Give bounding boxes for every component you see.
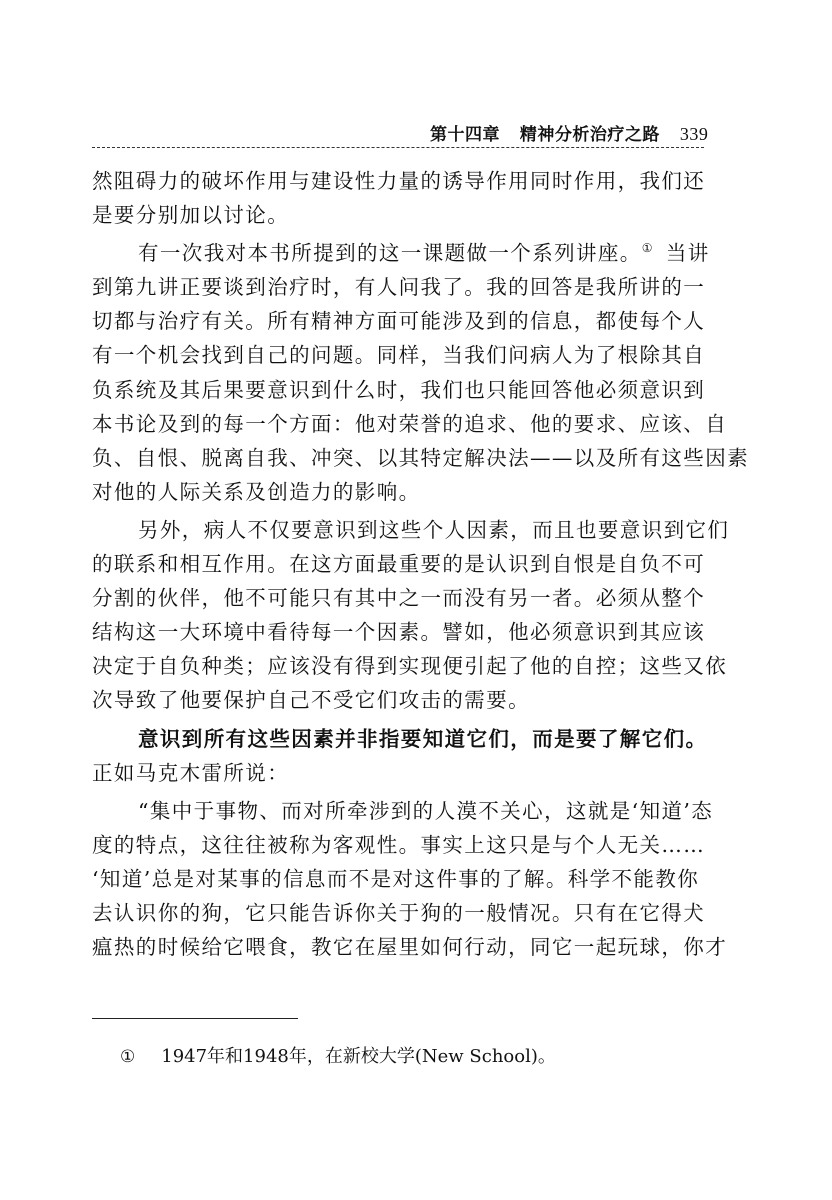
footnote [120,1042,556,1068]
text-line: 有一个机会找到自己的问题。同样，当我们问病人为了根除其自 [92,343,706,368]
quote-line: ‘知道’总是对某事的信息而不是对这件事的了解。科学不能教你 [92,866,700,891]
page-number: 339 [679,124,709,144]
chapter-label: 第十四章 [430,125,500,145]
text-line: 负系统及其后果要意识到什么时，我们也只能回答他必须意识到 [92,377,706,402]
text-line: 决定于自负种类；应该没有得到实现便引起了他的自控；这些又依 [92,654,728,679]
text-line: 分割的伙伴，他不可能只有其中之一而没有另一者。必须从整个 [92,586,706,611]
footnote-reference[interactable]: ① [641,241,654,256]
text-line: 然阻碍力的破坏作用与建设性力量的诱导作用同时作用，我们还 [92,169,706,193]
quote-line: 去认识你的狗，它只能告诉你关于狗的一般情况。只有在它得犬 [92,900,706,925]
text-line: 到第九讲正要谈到治疗时，有人问我了。我的回答是我所讲的一 [92,275,706,300]
quote-line: “集中于事物、而对所牵涉到的人漠不关心，这就是‘知道’态 [138,798,714,823]
text-line: 正如马克木雷所说： [92,760,290,785]
quote-line: 度的特点，这往往被称为客观性。事实上这只是与个人无关…… [92,832,706,857]
text-line: 是要分别加以讨论。 [92,203,290,228]
footnote-text: 1947年和1948年，在新校大学(New School)。 [161,1046,556,1067]
text-line-tail: 当讲 [665,241,710,266]
text-line: 负、自恨、脱离自我、冲突、以其特定解决法——以及所有这些因素 [92,445,749,470]
text-line-content: 有一次我对本书所提到的这一课题做一个系列讲座。 [138,241,642,266]
chapter-title: 精神分析治疗之路 [519,125,660,145]
text-line [92,236,712,270]
main-text [92,164,749,964]
text-line-emphasis: 意识到所有这些因素并非指要知道它们，而是要了解它们。 [138,726,708,751]
footnote-divider [92,1018,298,1019]
text-line: 另外，病人不仅要意识到这些个人因素，而且也要意识到它们 [138,517,730,542]
text-line: 对他的人际关系及创造力的影响。 [92,479,421,504]
text-line: 结构这一大环境中看待每一个因素。譬如，他必须意识到其应该 [92,620,706,645]
footnote-marker: ① [120,1047,136,1067]
header-divider [92,147,704,148]
text-line: 本书论及到的每一个方面：他对荣誉的追求、他的要求、应该、自 [92,411,728,436]
running-header [430,120,709,146]
text-line: 的联系和相互作用。在这方面最重要的是认识到自恨是自负不可 [92,552,706,577]
quote-line: 瘟热的时候给它喂食，教它在屋里如何行动，同它一起玩球，你才 [92,935,728,960]
text-line: 次导致了他要保护自己不受它们攻击的需要。 [92,688,530,713]
text-line: 切都与治疗有关。所有精神方面可能涉及到的信息，都使每个人 [92,309,706,334]
